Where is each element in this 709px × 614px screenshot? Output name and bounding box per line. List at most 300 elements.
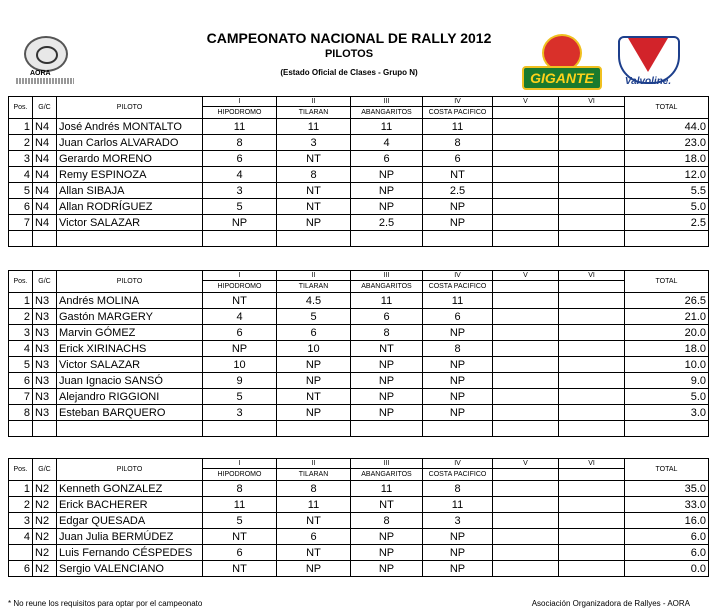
cell-round-6 [559, 545, 625, 561]
cell-round-4: NP [423, 357, 493, 373]
cell-round-1: 11 [203, 497, 277, 513]
cell-round-2: NT [277, 389, 351, 405]
cell-round-3: NP [351, 545, 423, 561]
cell-round-6 [559, 561, 625, 577]
cell-round-2: 10 [277, 341, 351, 357]
standings-table-n2 [8, 458, 709, 577]
cell-round-2: 11 [277, 497, 351, 513]
cell-total: 21.0 [625, 309, 709, 325]
col-header-gc: G/C [33, 271, 57, 293]
cell-round-3 [351, 421, 423, 437]
valvoline-logo-text: Valvoline. [624, 76, 672, 87]
standings-table-n4 [8, 96, 709, 247]
cell-round-5 [493, 231, 559, 247]
cell-piloto: Erick BACHERER [57, 497, 203, 513]
col-header-venue-5 [493, 281, 559, 293]
cell-round-5 [493, 389, 559, 405]
cell-round-2: NP [277, 561, 351, 577]
col-header-piloto: PILOTO [57, 97, 203, 119]
cell-round-3: NP [351, 561, 423, 577]
cell-round-5 [493, 513, 559, 529]
col-header-round-4: IV [423, 271, 493, 281]
cell-total [625, 231, 709, 247]
cell-gc: N3 [33, 293, 57, 309]
cell-round-3 [351, 231, 423, 247]
footnote: * No reune los requisitos para optar por el campeonato [8, 599, 203, 608]
cell-round-6 [559, 231, 625, 247]
cell-round-4: 8 [423, 481, 493, 497]
cell-round-4: NT [423, 167, 493, 183]
cell-total [625, 421, 709, 437]
cell-round-2: NP [277, 357, 351, 373]
cell-pos: 1 [9, 481, 33, 497]
cell-round-3: 8 [351, 513, 423, 529]
cell-round-3: 6 [351, 151, 423, 167]
cell-round-5 [493, 405, 559, 421]
table-row [9, 119, 709, 135]
col-header-venue-6 [559, 281, 625, 293]
cell-round-5 [493, 373, 559, 389]
cell-round-6 [559, 421, 625, 437]
cell-total: 18.0 [625, 151, 709, 167]
cell-round-3: NP [351, 389, 423, 405]
cell-total: 5.5 [625, 183, 709, 199]
valvoline-logo [612, 36, 684, 88]
cell-pos [9, 421, 33, 437]
cell-round-4: 6 [423, 151, 493, 167]
cell-round-3: NP [351, 199, 423, 215]
cell-pos: 3 [9, 325, 33, 341]
cell-round-4 [423, 231, 493, 247]
cell-piloto: Allan SIBAJA [57, 183, 203, 199]
table-row [9, 341, 709, 357]
cell-round-2: NT [277, 151, 351, 167]
cell-round-1: 5 [203, 199, 277, 215]
page-title: CAMPEONATO NACIONAL DE RALLY 2012 [206, 30, 492, 46]
col-header-round-6: VI [559, 459, 625, 469]
cell-pos: 4 [9, 341, 33, 357]
cell-piloto: Marvin GÓMEZ [57, 325, 203, 341]
cell-round-5 [493, 357, 559, 373]
cell-round-3: NP [351, 529, 423, 545]
cell-round-5 [493, 183, 559, 199]
cell-round-3: 11 [351, 119, 423, 135]
cell-gc: N2 [33, 561, 57, 577]
cell-pos: 1 [9, 119, 33, 135]
cell-round-5 [493, 529, 559, 545]
cell-round-4: NP [423, 215, 493, 231]
header-row [9, 271, 709, 281]
col-header-venue-1: HIPODROMO [203, 281, 277, 293]
cell-total: 18.0 [625, 341, 709, 357]
cell-round-6 [559, 497, 625, 513]
col-header-pos: Pos. [9, 459, 33, 481]
cell-total: 6.0 [625, 529, 709, 545]
cell-pos: 5 [9, 183, 33, 199]
cell-piloto: Victor SALAZAR [57, 215, 203, 231]
cell-total: 35.0 [625, 481, 709, 497]
cell-round-2: NP [277, 405, 351, 421]
cell-gc: N2 [33, 513, 57, 529]
cell-gc [33, 231, 57, 247]
table-row [9, 231, 709, 247]
cell-pos: 7 [9, 215, 33, 231]
table-row [9, 373, 709, 389]
cell-gc: N4 [33, 167, 57, 183]
cell-gc: N3 [33, 357, 57, 373]
cell-gc [33, 421, 57, 437]
cell-round-1: NT [203, 561, 277, 577]
cell-round-5 [493, 151, 559, 167]
cell-round-4: 8 [423, 135, 493, 151]
table-row [9, 497, 709, 513]
cell-round-3: 2.5 [351, 215, 423, 231]
cell-pos: 8 [9, 405, 33, 421]
cell-pos: 1 [9, 293, 33, 309]
cell-round-5 [493, 119, 559, 135]
cell-round-3: NT [351, 341, 423, 357]
cell-round-1: NP [203, 215, 277, 231]
cell-piloto: Juan Carlos ALVARADO [57, 135, 203, 151]
header-row [9, 97, 709, 107]
cell-pos: 3 [9, 151, 33, 167]
cell-round-6 [559, 481, 625, 497]
cell-round-6 [559, 357, 625, 373]
col-header-round-2: II [277, 97, 351, 107]
table-row [9, 561, 709, 577]
cell-round-6 [559, 151, 625, 167]
col-header-venue-4: COSTA PACIFICO [423, 281, 493, 293]
cell-total: 5.0 [625, 389, 709, 405]
cell-round-2: NP [277, 215, 351, 231]
cell-round-6 [559, 293, 625, 309]
cell-round-4: 11 [423, 293, 493, 309]
cell-round-1: 11 [203, 119, 277, 135]
cell-gc: N4 [33, 135, 57, 151]
cell-total: 12.0 [625, 167, 709, 183]
table-row [9, 199, 709, 215]
cell-gc: N2 [33, 529, 57, 545]
cell-round-6 [559, 199, 625, 215]
cell-piloto: Juan Ignacio SANSÓ [57, 373, 203, 389]
page-caption: (Estado Oficial de Clases - Grupo N) [280, 68, 418, 77]
cell-round-6 [559, 529, 625, 545]
cell-gc: N2 [33, 481, 57, 497]
cell-piloto [57, 421, 203, 437]
cell-total: 0.0 [625, 561, 709, 577]
cell-pos: 7 [9, 389, 33, 405]
cell-piloto: Victor SALAZAR [57, 357, 203, 373]
cell-round-5 [493, 199, 559, 215]
table-row [9, 545, 709, 561]
cell-round-6 [559, 183, 625, 199]
col-header-total: TOTAL [625, 97, 709, 119]
table-row [9, 151, 709, 167]
cell-gc: N3 [33, 325, 57, 341]
cell-pos: 2 [9, 135, 33, 151]
col-header-venue-1: HIPODROMO [203, 469, 277, 481]
table-row [9, 389, 709, 405]
cell-round-6 [559, 325, 625, 341]
cell-round-1 [203, 421, 277, 437]
cell-round-5 [493, 421, 559, 437]
cell-round-4: 11 [423, 119, 493, 135]
cell-round-3: 11 [351, 481, 423, 497]
cell-round-1: NT [203, 529, 277, 545]
standings-table-n3 [8, 270, 709, 437]
cell-round-4: NP [423, 325, 493, 341]
cell-round-1: 6 [203, 325, 277, 341]
col-header-pos: Pos. [9, 271, 33, 293]
header-row [9, 459, 709, 469]
table-row [9, 309, 709, 325]
col-header-venue-2: TILARAN [277, 107, 351, 119]
table-row [9, 529, 709, 545]
col-header-round-5: V [493, 459, 559, 469]
aora-logo-fineprint [16, 78, 74, 84]
cell-round-1: 8 [203, 135, 277, 151]
cell-round-6 [559, 135, 625, 151]
cell-round-2: 11 [277, 119, 351, 135]
cell-round-2: NT [277, 545, 351, 561]
col-header-gc: G/C [33, 97, 57, 119]
cell-total: 16.0 [625, 513, 709, 529]
col-header-round-2: II [277, 459, 351, 469]
cell-piloto: Esteban BARQUERO [57, 405, 203, 421]
cell-round-4: NP [423, 373, 493, 389]
cell-round-2: 4.5 [277, 293, 351, 309]
cell-round-2 [277, 421, 351, 437]
cell-round-4: NP [423, 405, 493, 421]
cell-round-1: 4 [203, 309, 277, 325]
cell-pos: 6 [9, 561, 33, 577]
cell-round-2: 6 [277, 529, 351, 545]
table-row [9, 481, 709, 497]
cell-round-6 [559, 119, 625, 135]
cell-round-1: 9 [203, 373, 277, 389]
cell-total: 26.5 [625, 293, 709, 309]
col-header-round-6: VI [559, 271, 625, 281]
table-row [9, 325, 709, 341]
cell-round-6 [559, 215, 625, 231]
col-header-venue-2: TILARAN [277, 281, 351, 293]
page-subtitle: PILOTOS [324, 48, 374, 60]
cell-round-1: 3 [203, 405, 277, 421]
cell-round-4 [423, 421, 493, 437]
col-header-round-5: V [493, 271, 559, 281]
cell-round-4: NP [423, 561, 493, 577]
cell-gc: N2 [33, 497, 57, 513]
cell-piloto: Kenneth GONZALEZ [57, 481, 203, 497]
table-row [9, 293, 709, 309]
cell-round-5 [493, 309, 559, 325]
col-header-round-3: III [351, 97, 423, 107]
cell-gc: N3 [33, 373, 57, 389]
cell-round-1: 5 [203, 389, 277, 405]
col-header-round-5: V [493, 97, 559, 107]
col-header-pos: Pos. [9, 97, 33, 119]
cell-gc: N4 [33, 215, 57, 231]
cell-round-1: NT [203, 293, 277, 309]
cell-gc: N3 [33, 389, 57, 405]
cell-piloto: Gastón MARGERY [57, 309, 203, 325]
cell-pos: 2 [9, 309, 33, 325]
cell-round-6 [559, 389, 625, 405]
col-header-venue-5 [493, 469, 559, 481]
cell-pos: 6 [9, 199, 33, 215]
cell-round-4: NP [423, 389, 493, 405]
cell-gc: N3 [33, 341, 57, 357]
col-header-venue-3: ABANGARITOS [351, 281, 423, 293]
col-header-venue-4: COSTA PACIFICO [423, 469, 493, 481]
cell-round-4: 8 [423, 341, 493, 357]
cell-round-5 [493, 167, 559, 183]
cell-round-5 [493, 341, 559, 357]
cell-round-4: 11 [423, 497, 493, 513]
cell-round-4: 6 [423, 309, 493, 325]
cell-piloto: Remy ESPINOZA [57, 167, 203, 183]
cell-piloto: Gerardo MORENO [57, 151, 203, 167]
cell-piloto: Erick XIRINACHS [57, 341, 203, 357]
col-header-gc: G/C [33, 459, 57, 481]
cell-total: 44.0 [625, 119, 709, 135]
cell-round-6 [559, 309, 625, 325]
cell-round-1 [203, 231, 277, 247]
cell-round-2: 8 [277, 167, 351, 183]
cell-gc: N4 [33, 199, 57, 215]
cell-total: 20.0 [625, 325, 709, 341]
col-header-round-1: I [203, 271, 277, 281]
cell-round-2: 6 [277, 325, 351, 341]
col-header-venue-6 [559, 469, 625, 481]
cell-round-4: NP [423, 529, 493, 545]
cell-round-6 [559, 405, 625, 421]
col-header-piloto: PILOTO [57, 271, 203, 293]
cell-piloto: Sergio VALENCIANO [57, 561, 203, 577]
cell-round-3: NP [351, 183, 423, 199]
cell-round-6 [559, 341, 625, 357]
cell-round-1: 6 [203, 545, 277, 561]
cell-pos: 4 [9, 167, 33, 183]
cell-piloto: José Andrés MONTALTO [57, 119, 203, 135]
cell-round-2: 5 [277, 309, 351, 325]
cell-round-4: NP [423, 199, 493, 215]
cell-total: 6.0 [625, 545, 709, 561]
organizer-credit: Asociación Organizadora de Rallyes - AORA [531, 599, 690, 608]
cell-round-1: 10 [203, 357, 277, 373]
cell-round-3: 8 [351, 325, 423, 341]
cell-round-5 [493, 481, 559, 497]
cell-total: 23.0 [625, 135, 709, 151]
cell-round-3: NP [351, 405, 423, 421]
cell-round-4: NP [423, 545, 493, 561]
col-header-round-3: III [351, 271, 423, 281]
cell-gc: N3 [33, 405, 57, 421]
cell-round-3: 6 [351, 309, 423, 325]
cell-round-2: 3 [277, 135, 351, 151]
col-header-round-6: VI [559, 97, 625, 107]
cell-pos: 2 [9, 497, 33, 513]
aora-logo-text: AORA [30, 70, 51, 77]
table-row [9, 167, 709, 183]
page-header [0, 0, 698, 92]
cell-round-2: NT [277, 183, 351, 199]
table-row [9, 421, 709, 437]
cell-pos: 3 [9, 513, 33, 529]
cell-round-1: 3 [203, 183, 277, 199]
valvoline-v-icon [628, 38, 668, 72]
cell-round-1: 8 [203, 481, 277, 497]
cell-piloto [57, 231, 203, 247]
col-header-round-4: IV [423, 97, 493, 107]
cell-round-3: 11 [351, 293, 423, 309]
cell-piloto: Edgar QUESADA [57, 513, 203, 529]
cell-gc: N3 [33, 309, 57, 325]
cell-round-2: NP [277, 373, 351, 389]
cell-total: 33.0 [625, 497, 709, 513]
cell-round-5 [493, 135, 559, 151]
cell-round-1: 5 [203, 513, 277, 529]
cell-round-2: 8 [277, 481, 351, 497]
cell-gc: N2 [33, 545, 57, 561]
cell-round-5 [493, 545, 559, 561]
col-header-piloto: PILOTO [57, 459, 203, 481]
col-header-total: TOTAL [625, 459, 709, 481]
col-header-venue-2: TILARAN [277, 469, 351, 481]
table-row [9, 513, 709, 529]
cell-round-3: NT [351, 497, 423, 513]
cell-total: 3.0 [625, 405, 709, 421]
gigante-logo [520, 32, 600, 88]
table-row [9, 183, 709, 199]
col-header-total: TOTAL [625, 271, 709, 293]
col-header-round-2: II [277, 271, 351, 281]
cell-piloto: Juan Julia BERMÚDEZ [57, 529, 203, 545]
cell-round-6 [559, 513, 625, 529]
cell-round-4: 3 [423, 513, 493, 529]
cell-total: 10.0 [625, 357, 709, 373]
cell-pos: 6 [9, 373, 33, 389]
cell-round-1: 6 [203, 151, 277, 167]
cell-piloto: Andrés MOLINA [57, 293, 203, 309]
gigante-logo-text: GIGANTE [522, 66, 602, 90]
cell-round-6 [559, 373, 625, 389]
table-row [9, 135, 709, 151]
table-row [9, 405, 709, 421]
cell-gc: N4 [33, 183, 57, 199]
cell-piloto: Luis Fernando CÉSPEDES [57, 545, 203, 561]
cell-round-1: NP [203, 341, 277, 357]
col-header-round-4: IV [423, 459, 493, 469]
cell-round-5 [493, 561, 559, 577]
cell-round-4: 2.5 [423, 183, 493, 199]
col-header-venue-3: ABANGARITOS [351, 107, 423, 119]
cell-pos [9, 231, 33, 247]
cell-round-1: 4 [203, 167, 277, 183]
cell-round-2: NT [277, 513, 351, 529]
cell-round-3: 4 [351, 135, 423, 151]
col-header-venue-1: HIPODROMO [203, 107, 277, 119]
cell-pos: 5 [9, 357, 33, 373]
table-row [9, 215, 709, 231]
cell-round-2 [277, 231, 351, 247]
cell-round-5 [493, 325, 559, 341]
col-header-round-1: I [203, 97, 277, 107]
cell-round-3: NP [351, 373, 423, 389]
cell-pos: 4 [9, 529, 33, 545]
cell-piloto: Allan RODRÍGUEZ [57, 199, 203, 215]
cell-gc: N4 [33, 151, 57, 167]
